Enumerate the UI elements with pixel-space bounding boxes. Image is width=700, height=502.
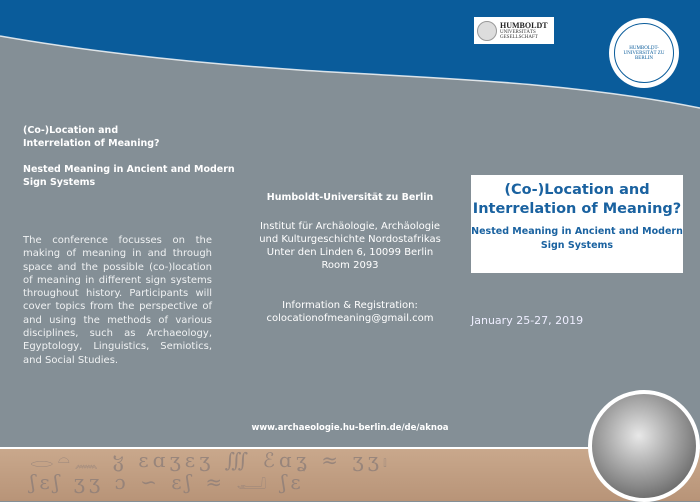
university-seal-logo: HUMBOLDT-UNIVERSITÄT ZU BERLIN xyxy=(609,18,679,88)
humboldt-society-logo: HUMBOLDT UNIVERSITÄTS GESELLSCHAFT xyxy=(474,17,554,44)
title-box xyxy=(471,175,683,273)
left-title: (Co-)Location and Interrelation of Meaning? xyxy=(23,125,160,149)
event-date: January 25-27, 2019 xyxy=(471,314,584,327)
header-wave xyxy=(0,0,700,130)
papyrus-image: 𓂋𓏏𓈖 ჳ ɛɑʒɛʒ ∭ ℰɑʓ ≈ ʒʒ𓏤 ʃɛʃ ʒʒ ɔ ∽ ɛʃ ≈ 𓂝 ʃɛ xyxy=(0,447,700,501)
registration-info: Information & Registration: colocationofmeaning@gmail.com xyxy=(240,299,460,325)
statue-photo xyxy=(588,390,700,502)
website-link[interactable]: www.archaeologie.hu-berlin.de/de/aknoa xyxy=(251,423,449,433)
subtitle: Nested Meaning in Ancient and Modern Sign Systems xyxy=(471,226,683,251)
address-block: Institut für Archäologie, Archäologie und Kulturgeschichte Nordostafrikas Unter den Linden 6, 10099 Berlin Room 2093 xyxy=(259,221,441,271)
seal-icon xyxy=(477,21,497,41)
university-name: Humboldt-Universität zu Berlin xyxy=(266,192,434,203)
left-subtitle: Nested Meaning in Ancient and Modern Sign Systems xyxy=(23,164,235,188)
email-link[interactable]: colocationofmeaning@gmail.com xyxy=(266,313,434,324)
description: The conference focusses on the making of meaning in and through space and the possible (co-)location of meaning in different sign systems throughout history. Participants will cover topics from the perspective of and using the methods of various disciplines, such as Archaeology, Egyptology, Linguistics, Semiotics, and Social Studies. xyxy=(23,235,212,366)
main-title: (Co-)Location and Interrelation of Meaning? xyxy=(472,182,682,217)
